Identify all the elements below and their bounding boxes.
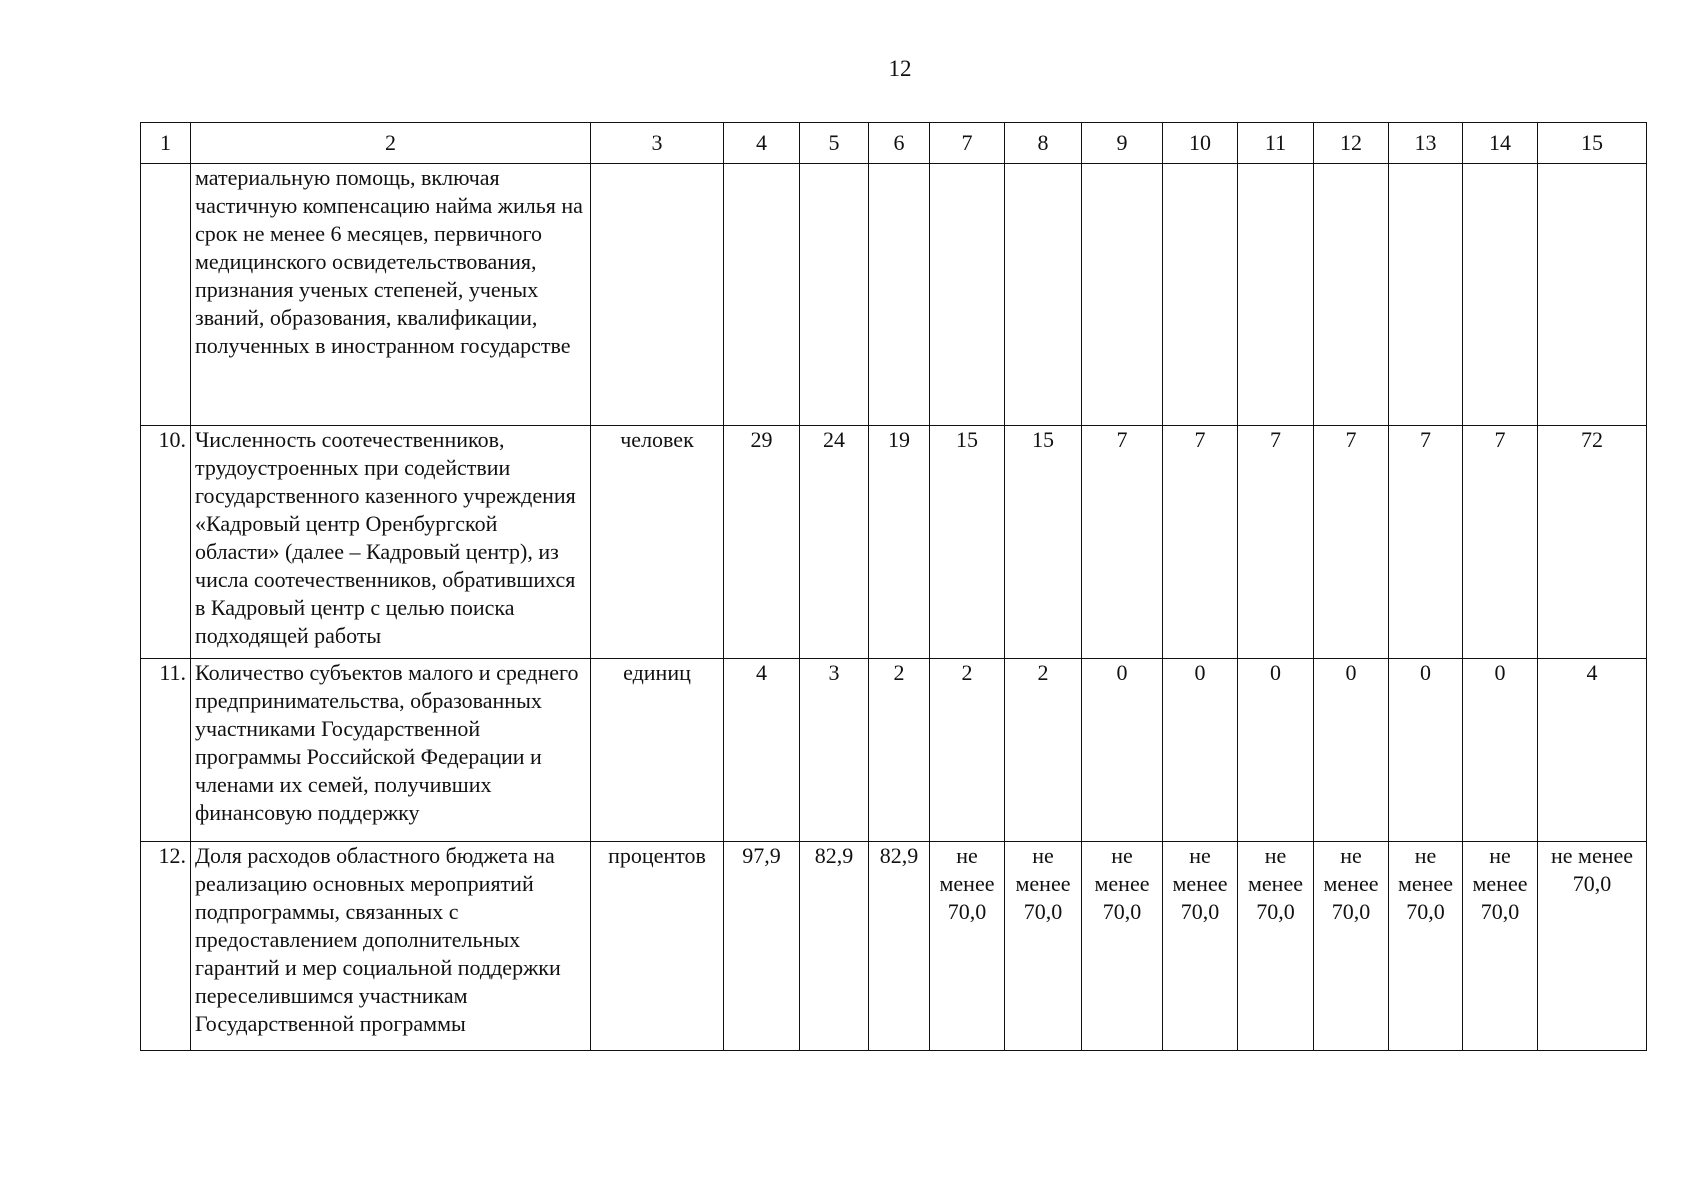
header-cell-9: 9 bbox=[1082, 123, 1163, 164]
value-cell: не менее 70,0 bbox=[1463, 842, 1538, 1051]
header-cell-3: 3 bbox=[591, 123, 724, 164]
value-cell bbox=[1389, 164, 1463, 426]
row-index: 12. bbox=[141, 842, 191, 1051]
header-cell-1: 1 bbox=[141, 123, 191, 164]
header-cell-13: 13 bbox=[1389, 123, 1463, 164]
value-cell: не менее 70,0 bbox=[1538, 842, 1647, 1051]
value-cell: 7 bbox=[1163, 426, 1238, 659]
row-index: 10. bbox=[141, 426, 191, 659]
value-cell bbox=[800, 164, 869, 426]
header-cell-10: 10 bbox=[1163, 123, 1238, 164]
value-cell: 29 bbox=[724, 426, 800, 659]
unit-of-measure bbox=[591, 164, 724, 426]
table-row bbox=[141, 426, 1647, 659]
header-cell-14: 14 bbox=[1463, 123, 1538, 164]
value-cell: 82,9 bbox=[800, 842, 869, 1051]
value-cell: 7 bbox=[1389, 426, 1463, 659]
value-cell: 15 bbox=[930, 426, 1005, 659]
value-cell: не менее 70,0 bbox=[1082, 842, 1163, 1051]
value-cell: 7 bbox=[1238, 426, 1314, 659]
value-cell: 0 bbox=[1238, 659, 1314, 842]
row-index bbox=[141, 164, 191, 426]
value-cell: 3 bbox=[800, 659, 869, 842]
value-cell bbox=[1463, 164, 1538, 426]
header-cell-6: 6 bbox=[869, 123, 930, 164]
unit-of-measure: единиц bbox=[591, 659, 724, 842]
header-cell-7: 7 bbox=[930, 123, 1005, 164]
value-cell bbox=[1005, 164, 1082, 426]
value-cell: 4 bbox=[1538, 659, 1647, 842]
value-cell: не менее 70,0 bbox=[1005, 842, 1082, 1051]
value-cell: не менее 70,0 bbox=[1163, 842, 1238, 1051]
unit-of-measure: человек bbox=[591, 426, 724, 659]
page-number: 12 bbox=[888, 56, 912, 81]
value-cell: 7 bbox=[1463, 426, 1538, 659]
value-cell: 0 bbox=[1314, 659, 1389, 842]
indicators-table bbox=[140, 122, 1647, 1051]
value-cell bbox=[1238, 164, 1314, 426]
header-cell-2: 2 bbox=[191, 123, 591, 164]
value-cell bbox=[1314, 164, 1389, 426]
value-cell: 72 bbox=[1538, 426, 1647, 659]
value-cell: 0 bbox=[1082, 659, 1163, 842]
header-cell-5: 5 bbox=[800, 123, 869, 164]
value-cell: 7 bbox=[1082, 426, 1163, 659]
header-cell-15: 15 bbox=[1538, 123, 1647, 164]
header-cell-8: 8 bbox=[1005, 123, 1082, 164]
unit-of-measure: процентов bbox=[591, 842, 724, 1051]
value-cell bbox=[930, 164, 1005, 426]
value-cell: 0 bbox=[1463, 659, 1538, 842]
value-cell: не менее 70,0 bbox=[1314, 842, 1389, 1051]
value-cell bbox=[724, 164, 800, 426]
table-row bbox=[141, 164, 1647, 426]
row-index: 11. bbox=[141, 659, 191, 842]
indicator-description: Доля расходов областного бюджета на реализацию основных мероприятий подпрограммы, связанных с предоставлением дополнительных гарантий и мер социальной поддержки переселившимся участникам Государственной программы bbox=[191, 842, 591, 1051]
value-cell: не менее 70,0 bbox=[1389, 842, 1463, 1051]
value-cell: 7 bbox=[1314, 426, 1389, 659]
value-cell: 0 bbox=[1163, 659, 1238, 842]
value-cell bbox=[1163, 164, 1238, 426]
value-cell: не менее 70,0 bbox=[1238, 842, 1314, 1051]
value-cell: 97,9 bbox=[724, 842, 800, 1051]
value-cell: 15 bbox=[1005, 426, 1082, 659]
value-cell: 19 bbox=[869, 426, 930, 659]
value-cell: 2 bbox=[869, 659, 930, 842]
indicator-description: материальную помощь, включая частичную компенсацию найма жилья на срок не менее 6 месяцев, первичного медицинского освидетельствования, признания ученых степеней, ученых званий, образования, квалификации, полученных в иностранном государстве bbox=[191, 164, 591, 426]
indicator-description: Численность соотечественников, трудоустроенных при содействии государственного казенного учреждения «Кадровый центр Оренбургской области» (далее – Кадровый центр), из числа соотечественников, обратившихся в Кадровый центр с целью поиска подходящей работы bbox=[191, 426, 591, 659]
table-header-row bbox=[141, 123, 1647, 164]
header-cell-4: 4 bbox=[724, 123, 800, 164]
indicator-description: Количество субъектов малого и среднего предпринимательства, образованных участниками Государственной программы Российской Федерации и членами их семей, получивших финансовую поддержку bbox=[191, 659, 591, 842]
value-cell bbox=[1538, 164, 1647, 426]
value-cell bbox=[869, 164, 930, 426]
value-cell: не менее 70,0 bbox=[930, 842, 1005, 1051]
table-row bbox=[141, 842, 1647, 1051]
table-row bbox=[141, 659, 1647, 842]
value-cell bbox=[1082, 164, 1163, 426]
value-cell: 2 bbox=[1005, 659, 1082, 842]
value-cell: 0 bbox=[1389, 659, 1463, 842]
value-cell: 82,9 bbox=[869, 842, 930, 1051]
header-cell-11: 11 bbox=[1238, 123, 1314, 164]
header-cell-12: 12 bbox=[1314, 123, 1389, 164]
value-cell: 24 bbox=[800, 426, 869, 659]
value-cell: 2 bbox=[930, 659, 1005, 842]
value-cell: 4 bbox=[724, 659, 800, 842]
